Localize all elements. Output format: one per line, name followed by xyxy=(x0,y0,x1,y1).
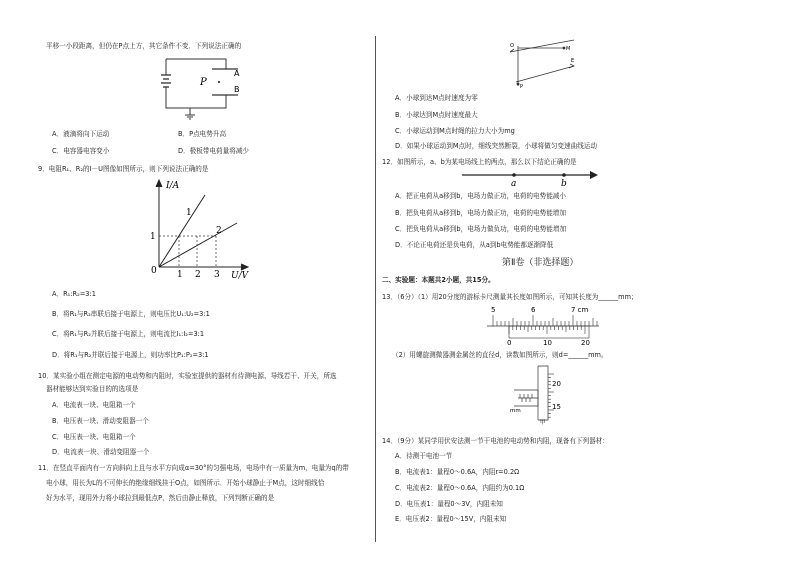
iu-graph xyxy=(145,175,260,280)
q14-item-d: D．电压表1：量程0～3V，内阻未知 xyxy=(395,500,503,508)
q11-stem-line1: 11．在竖直平面内有一方向斜向上且与水平方向成α=30°的匀强电场，电场中有一质量为m，电量为q的带 xyxy=(38,464,349,472)
micrometer-unit: mm xyxy=(510,408,521,414)
micrometer-tick-15: 15 xyxy=(552,403,561,411)
caliper-vernier-tick-10: 10 xyxy=(543,339,552,347)
q8-option-b[interactable]: B．P点电势升高 xyxy=(178,130,227,138)
q8-option-c[interactable]: C．电容器电容变小 xyxy=(52,147,110,155)
line-2 xyxy=(159,223,237,267)
q10-stem-line1: 10．某实验小组在测定电源的电动势和内阻时，实验室提供的器材有待测电源、导线若干、开关，所选 xyxy=(38,372,337,380)
q11-stem-line3: 好为水平，现用外力将小球拉到最低点P，然后由静止释放，下列判断正确的是 xyxy=(46,494,275,502)
line-2-label: 2 xyxy=(216,226,222,236)
q8-option-a[interactable]: A．液滴将向下运动 xyxy=(52,130,110,138)
point-p-label-2: P xyxy=(520,84,524,90)
q12-stem: 12．如图所示，a、b为某电场线上的两点，那么以下结论正确的是 xyxy=(382,158,577,166)
q14-item-e: E．电压表2：量程0～15V，内阻未知 xyxy=(395,515,507,523)
line-1-label: 1 xyxy=(186,208,192,218)
section2-heading: 二、实验题：本题共2小题，共15分。 xyxy=(382,276,495,284)
q14-item-c: C．电流表2：量程0～0.6A，内阻约为0.1Ω xyxy=(395,484,525,492)
point-b-label: b xyxy=(561,179,567,189)
q11-option-a[interactable]: A．小球到达M点时速度为零 xyxy=(395,94,478,102)
q11-option-b[interactable]: B．小球达到M点时速度最大 xyxy=(395,111,478,119)
x-tick-3: 3 xyxy=(214,270,220,280)
capacitor-circuit-figure xyxy=(160,55,250,125)
caliper-vernier-tick-0: 0 xyxy=(507,339,512,347)
q10-option-c[interactable]: C．电压表一块、电阻箱一个 xyxy=(52,433,136,441)
point-a-label: a xyxy=(511,179,517,189)
q11-option-d[interactable]: D．如果小球运动到M点时，细线突然断裂，小球将做匀变速曲线运动 xyxy=(395,142,597,150)
field-e-label: E xyxy=(571,58,575,64)
q12-option-b[interactable]: B．把负电荷从a移到b，电场力做正功，电荷的电势能增加 xyxy=(395,209,566,217)
q11-option-c[interactable]: C．小球运动到M点时绳的拉力大小为mg xyxy=(395,127,515,135)
q10-option-b[interactable]: B．电压表一块、滑动变阻器一个 xyxy=(52,417,149,425)
plate-b-label: B xyxy=(234,85,240,94)
caliper-main-tick-6: 6 xyxy=(531,306,536,314)
q9-option-b[interactable]: B．将R₁与R₂串联后接于电源上，则电压比U₁:U₂=3:1 xyxy=(52,310,210,318)
plate-a-label: A xyxy=(234,69,240,78)
q12-option-c[interactable]: C．把负电荷从a移到b，电场力做负功，电荷的电势能增加 xyxy=(395,225,567,233)
q9-option-a[interactable]: A．R₁:R₂=3:1 xyxy=(52,290,96,298)
q12-option-a[interactable]: A．把正电荷从a移到b，电场力做正功，电荷的电势能减小 xyxy=(395,192,566,200)
y-tick-1: 1 xyxy=(150,232,156,242)
caliper-main-tick-5: 5 xyxy=(491,306,496,314)
point-o-label: O xyxy=(510,43,514,49)
field-line-figure xyxy=(462,168,602,190)
q11-stem-line2: 电小球，用长为L的不可伸长的绝缘细线挂于O点，如图所示．开始小球静止于M点，这时细线恰 xyxy=(46,479,325,487)
q9-stem: 9．电阻R₁、R₂的I－U图像如图所示，则下列说法正确的是 xyxy=(38,165,209,173)
q10-option-d[interactable]: D．电流表一块、滑动变阻器一个 xyxy=(52,448,150,456)
q9-option-d[interactable]: D．将R₁与R₂并联后接于电源上，则功率比P₁:P₂=3:1 xyxy=(52,351,209,359)
q10-stem-line2: 器材能够达到实验目的的选项是 xyxy=(46,385,139,393)
caliper-vernier-scale xyxy=(509,326,585,334)
q9-option-c[interactable]: C．将R₁与R₂并联后接于电源上，则电流比I₁:I₂=3:1 xyxy=(52,330,205,338)
x-axis-label: U/V xyxy=(231,271,249,281)
x-tick-1: 1 xyxy=(177,270,183,280)
q14-stem: 14．（9分）某同学用伏安法测一节干电池的电动势和内阻，现备有下列器材： xyxy=(382,437,609,445)
caliper-vernier-tick-20: 20 xyxy=(581,339,590,347)
line-1 xyxy=(159,195,205,267)
micrometer-figure xyxy=(512,360,572,424)
caliper-main-scale xyxy=(493,315,597,326)
point-p-label: P xyxy=(200,77,207,88)
q14-item-a: A．待测干电池一节 xyxy=(395,452,453,460)
column-divider xyxy=(375,36,376,542)
q13-line1: 13．（6分）（1）用20分度的游标卡尺测量其长度如图所示，可知其长度为______mm； xyxy=(382,293,638,301)
point-m-label: M xyxy=(566,46,571,52)
y-axis-label: I/A xyxy=(166,181,180,191)
q8-option-d[interactable]: D．极板带电荷量将减少 xyxy=(178,147,250,155)
q13-line2: （2）用螺旋测微器测金属丝的直径d，读数如图所示，则d=______mm。 xyxy=(392,351,608,359)
part2-title: 第Ⅱ卷（非选择题） xyxy=(502,258,579,268)
vernier-caliper-figure xyxy=(485,305,605,345)
q14-item-b: B．电流表1：量程0～0.6A，内阻r=0.2Ω xyxy=(395,468,520,476)
caliper-main-tick-7: 7 cm xyxy=(571,306,589,314)
q12-option-d[interactable]: D．不论正电荷还是负电荷，从a到b电势能都逐渐降低 xyxy=(395,241,554,249)
origin-label: 0 xyxy=(151,266,157,276)
micrometer-tick-20: 20 xyxy=(552,380,561,388)
x-tick-2: 2 xyxy=(195,270,201,280)
micrometer-caption: 甲 xyxy=(540,420,546,426)
q10-option-a[interactable]: A．电流表一块、电阻箱一个 xyxy=(52,401,136,409)
pendulum-field-figure xyxy=(508,38,580,90)
q8-intro: 平移一小段距离，但仍在P点上方，其它条件不变．下列说法正确的 xyxy=(46,42,242,50)
